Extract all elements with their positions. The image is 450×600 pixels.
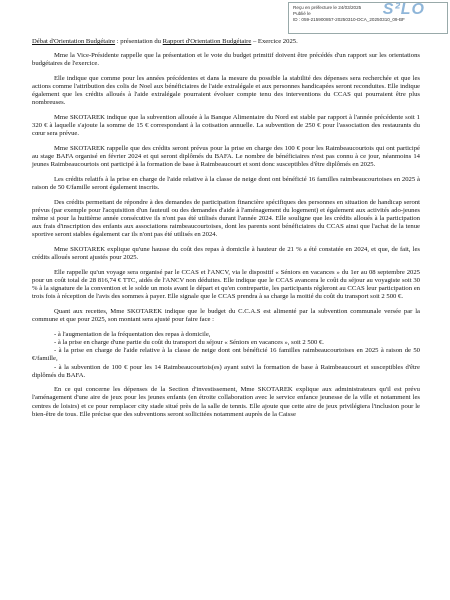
stamp-id-line: ID : 059-215900857-20250310-DCA_20250310_09-BF [293,17,405,22]
paragraph: Elle rappelle qu'un voyage sera organisé par le CCAS et l'ANCV, via le dispositif « Séniors en vacances » du 1er au 08 septembre 2025 pour un coût total de 28 816,74 € TTC, aidés de l'ANCV non déduites. Elle indique que le CCAS avancera le coût du séjour au voyagiste soit 30 % à la signature de la convention et le solde un mois avant le départ et qu'en contrepartie, les participants régleront au CCAS leur participation en trois fois à réception de l'avis des sommes à payer. Elle signale que le CCAS prendra à sa charge la moitié du coût du transport soit 2 500 €. [32,268,420,301]
revenue-list [32,331,420,380]
paragraph: Elle indique que comme pour les années précédentes et dans la mesure du possible la stabilité des dépenses sera recherchée et que les actions comme l'attribution des colis de Noel aux bénéficiaires de l'aide extralégale et aux personnes handicapées seront reconduites. Elle indique également que les crédits alloués à l'aide extralégale pourraient évoluer compte tenu des interventions du CCAS qui pourraient être plus nombreuses. [32,74,420,107]
stamp-published-line: Publié le [293,11,311,16]
list-item: - à l'augmentation de la fréquentation des repas à domicile, [54,330,211,338]
slo-logo: S²LO [382,1,425,18]
list-item: - à la prise en charge d'une partie du coût du transport du séjour « Séniors en vacances », soit 2 500 €. [54,339,324,347]
paragraph: Quant aux recettes, Mme SKOTAREK indique que le budget du C.C.A.S est alimenté par la subvention communale versée par la commune et que pour 2025, son montant sera ajusté pour faire face : [32,308,420,324]
title-exercise: – Exercice 2025. [251,38,298,45]
title-sep: : présentation du [115,38,163,45]
paragraph: Mme SKOTAREK rappelle que des crédits seront prévus pour la prise en charge des 100 € pour les Raimbeaucourtois qui ont participé au stage BAFA organisé en février 2024 et qui seront diplômés du BAFA. Le nombre de bénéficiaires n'est pas connu à ce jour, néanmoins 14 jeunes Raimbeaucourtois ont participé à la formation de base à Raimbeaucourt et sont donc susceptibles d'être diplômés en 2025. [32,145,420,169]
paragraph: Mme SKOTAREK indique que la subvention allouée à la Banque Alimentaire du Nord est stable par rapport à l'année précédente soit 1 320 € à laquelle s'ajoute la somme de 15 € correspondant à la cotisation annuelle. La subvention de 250 € pour l'association des restaurants du cœur sera prévue. [32,114,420,138]
title-rob: Rapport d'Orientation Budgétaire [162,38,252,45]
paragraph: Des crédits permettant de répondre à des demandes de participation financière spécifiques des personnes en situation de handicap seront prévus (par exemple pour l'acquisition d'un fauteuil ou des demandes d'aide à l'aménagement du logement) et également aux activités ado-jeunes même si pour la huitième année consécutive ils n'ont pas été utilisés durant l'année 2024. Elle souligne que les crédits alloués à la participation aux frais d'inscription des enfants aux associations raimbeaucourtoises, dont les parents sont bénéficiaires du CCAS ainsi que l'achat de la tenue sportive seront stables également car ils n'ont pas été utilisés en 2024. [32,198,420,239]
stamp-received-line: Reçu en préfecture le 24/03/2025 [293,5,362,10]
paragraph: Les crédits relatifs à la prise en charge de l'aide relative à la classe de neige dont ont bénéficié 16 familles raimbeaucourtoises en 2025 à raison de 50 €/famille seront également inscrits. [32,176,420,192]
document-body [32,38,420,425]
prefecture-stamp [288,2,448,34]
paragraph: Mme SKOTAREK explique qu'une hausse du coût des repas à domicile à hauteur de 21 % a été constatée en 2024, et que, de fait, les crédits alloués seront ajustés pour 2025. [32,246,420,262]
paragraph: Mme la Vice-Présidente rappelle que la présentation et le vote du budget primitif doivent être précédés d'un rapport sur les orientations budgétaires de l'exercice. [32,52,420,68]
page-title [32,38,420,46]
title-dob: Débat d'Orientation Budgétaire [32,38,116,45]
list-item: - à la prise en charge de l'aide relative à la classe de neige dont ont bénéficié 16 familles raimbeaucourtoises en 2025 à raison de 50 €/famille, [32,347,420,363]
list-item: - à la subvention de 100 € pour les 14 Raimbeaucourtois(es) ayant suivi la formation de base à Raimbeaucourt et susceptibles d'être diplômés du BAFA. [32,363,420,379]
paragraph: En ce qui concerne les dépenses de la Section d'investissement, Mme SKOTAREK explique aux administrateurs qu'il est prévu l'aménagement d'une aire de jeux pour les jeunes enfants (en étroite collaboration avec le service enfance jeunesse de la ville et notamment les centres de loisirs) et ce pour remplacer city stade situé près de la salle de tennis. Elle ajoute que cette aire de jeux privilégiera l'inclusion pour le bien-être de tous. Elle précise que des subventions seront sollicitées notamment auprès de la Caisse [32,386,420,418]
